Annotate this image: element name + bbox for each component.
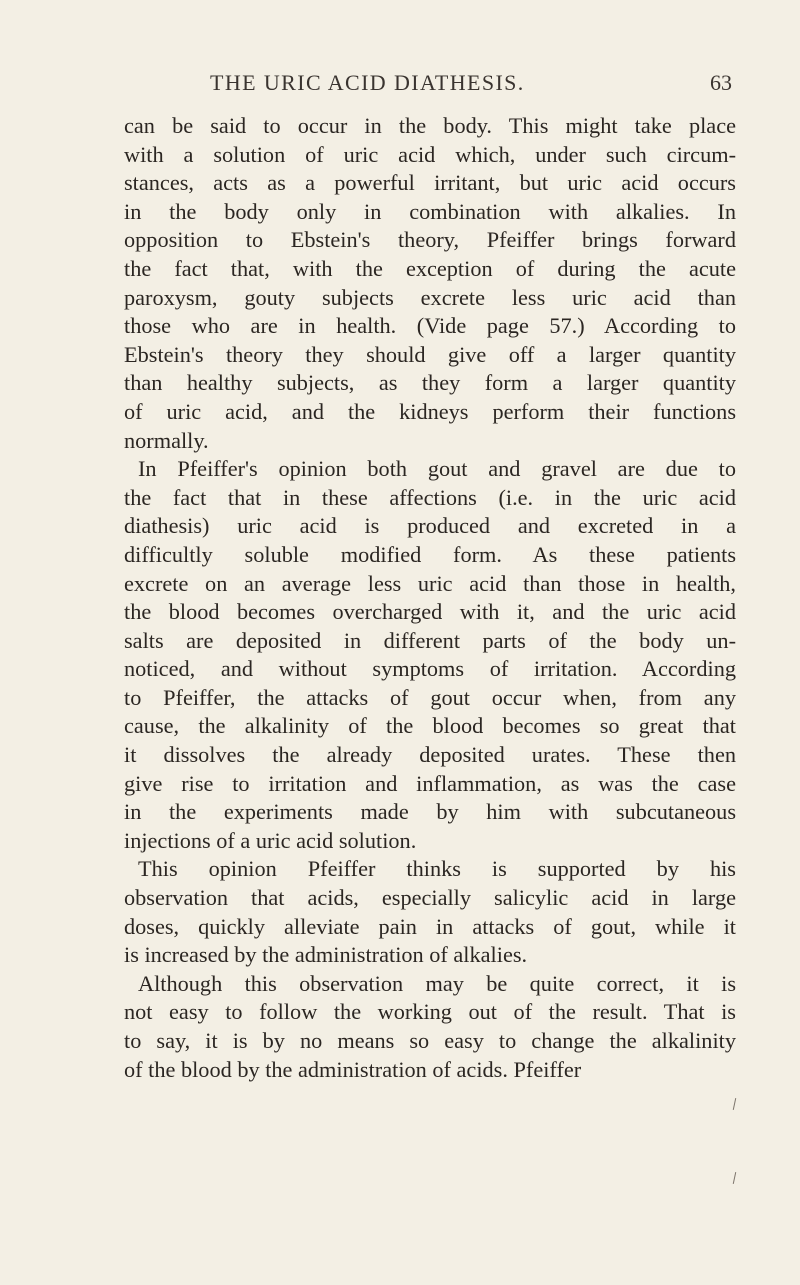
text-line: In Pfeiffer's opinion both gout and gravel are due to (138, 456, 736, 482)
text-line: in the experiments made by him with subcutaneous (124, 799, 736, 825)
text-line: than healthy subjects, as they form a larger quantity (124, 370, 736, 396)
text-line: noticed, and without symptoms of irritation. According (124, 656, 736, 682)
text-line: excrete on an average less uric acid than those in health, (124, 570, 736, 596)
text-line: it dissolves the already deposited urates. These then (124, 742, 736, 768)
text-line: can be said to occur in the body. This might take place (124, 113, 736, 138)
text-line: cause, the alkalinity of the blood becomes so great that (124, 713, 736, 739)
text-line: the blood becomes overcharged with it, and the uric acid (124, 599, 736, 625)
text-line: give rise to irritation and inflammation, as was the case (124, 770, 736, 796)
text-line: opposition to Ebstein's theory, Pfeiffer brings forward (124, 227, 736, 253)
text-line: salts are deposited in different parts of the body un- (124, 627, 736, 653)
text-line: observation that acids, especially salicylic acid in large (124, 885, 736, 911)
text-line: to Pfeiffer, the attacks of gout occur when, from any (124, 684, 736, 710)
margin-mark (733, 1098, 736, 1110)
text-line: the fact that, with the exception of during the acute (124, 255, 736, 281)
text-line: of the blood by the administration of acids. Pfeiffer (124, 1056, 582, 1082)
text-line: normally. (124, 427, 209, 453)
text-line: to say, it is by no means so easy to change the alkalinity (124, 1028, 736, 1053)
text-line: those who are in health. (Vide page 57.) According to (124, 313, 736, 339)
text-line: injections of a uric acid solution. (124, 827, 417, 853)
running-header (122, 70, 732, 104)
text-line: not easy to follow the working out of the result. That is (124, 999, 736, 1025)
running-title: THE URIC ACID DIATHESIS. (210, 70, 525, 95)
text-line: is increased by the administration of alkalies. (124, 942, 528, 968)
text-line: with a solution of uric acid which, under such circum- (124, 141, 736, 167)
text-line: the fact that in these affections (i.e. in the uric acid (124, 484, 736, 510)
text-line: difficultly soluble modified form. As these patients (124, 541, 736, 567)
body-text (124, 112, 736, 1084)
page-number: 63 (710, 70, 732, 95)
margin-mark (733, 1172, 736, 1184)
text-line: in the body only in combination with alkalies. In (124, 198, 736, 224)
text-line: diathesis) uric acid is produced and excreted in a (124, 513, 736, 539)
text-line: paroxysm, gouty subjects excrete less uric acid than (124, 284, 736, 310)
text-line: stances, acts as a powerful irritant, but uric acid occurs (124, 170, 736, 196)
text-line: Ebstein's theory they should give off a larger quantity (124, 341, 736, 367)
text-line: Although this observation may be quite correct, it is (138, 970, 736, 996)
text-line: of uric acid, and the kidneys perform their functions (124, 398, 736, 424)
text-line: This opinion Pfeiffer thinks is supported by his (138, 856, 736, 882)
text-line: doses, quickly alleviate pain in attacks of gout, while it (124, 913, 736, 939)
